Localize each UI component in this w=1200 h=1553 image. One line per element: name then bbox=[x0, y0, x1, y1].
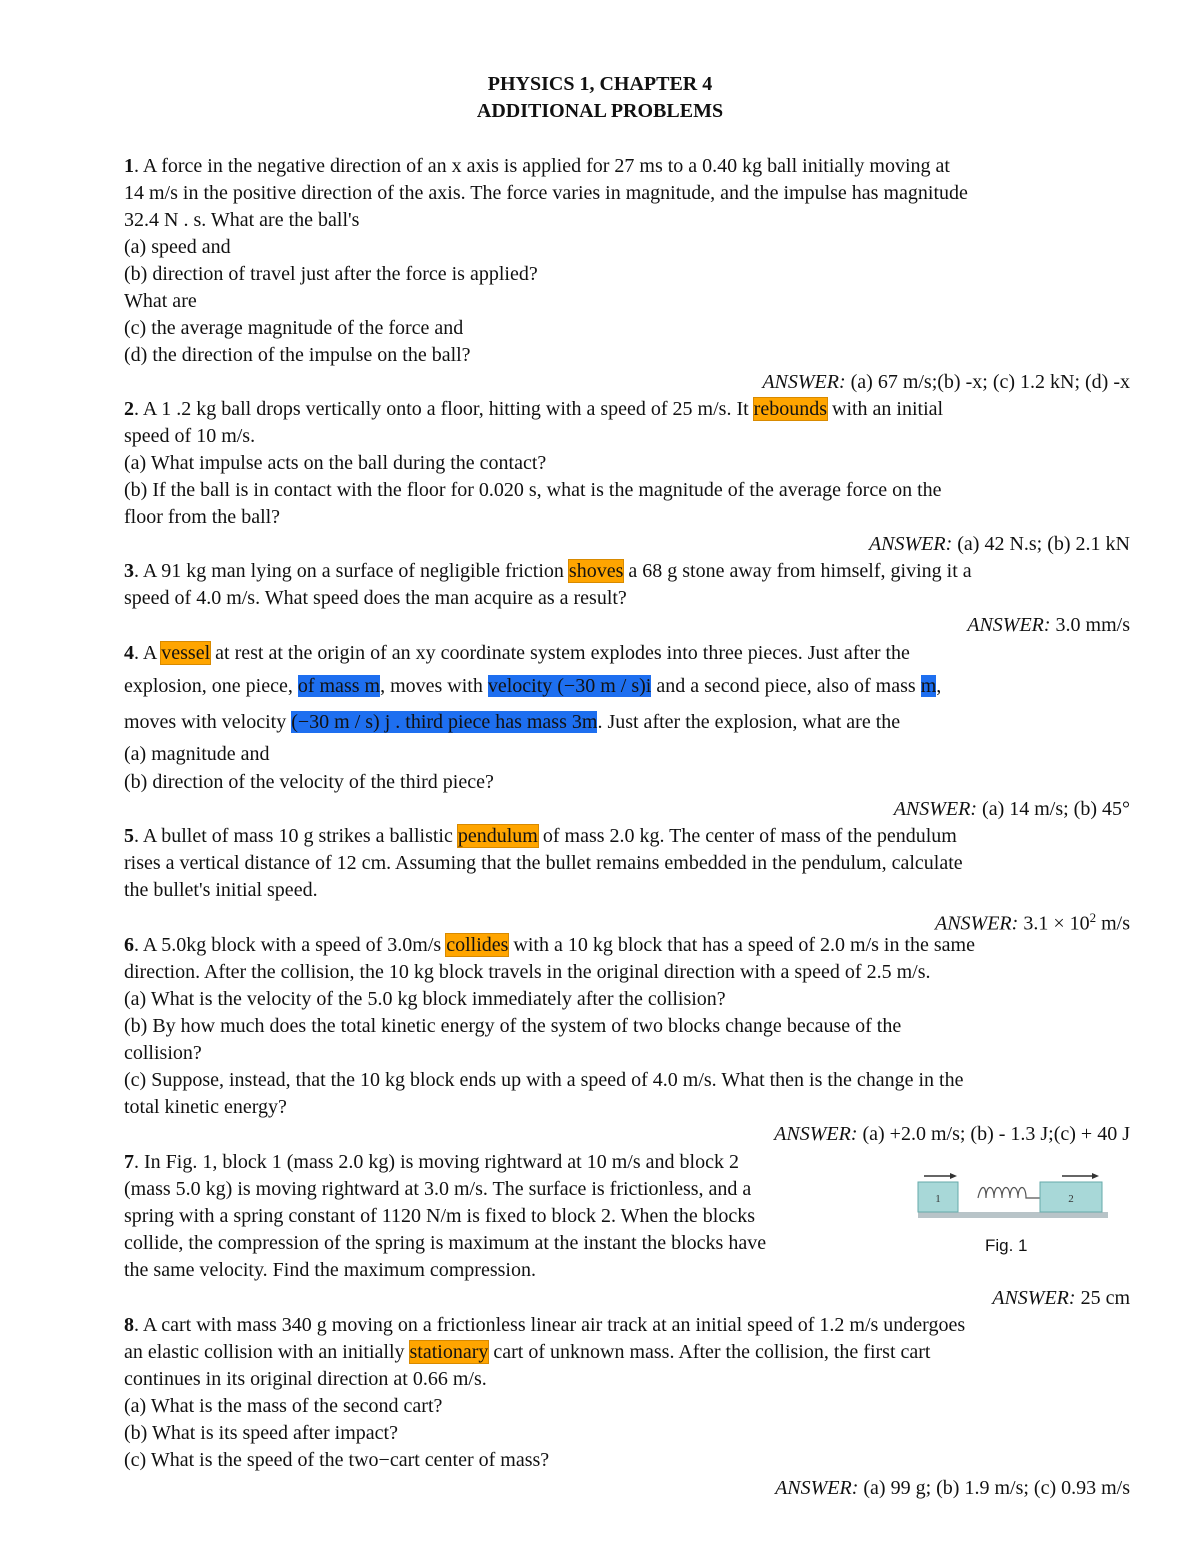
problem-5-line: 5. A bullet of mass 10 g strikes a ballistic pendulum of mass 2.0 kg. The center of mass of the pendulum bbox=[124, 825, 957, 847]
problem-6-line: 6. A 5.0kg block with a speed of 3.0m/s collides with a 10 kg block that has a speed of 2.0 m/s in the same bbox=[124, 934, 975, 956]
problem-2-number: 2 bbox=[124, 398, 134, 420]
highlighted-term: pendulum bbox=[457, 825, 538, 847]
problem-7-number: 7 bbox=[124, 1151, 134, 1173]
block-2-label: 2 bbox=[1068, 1193, 1074, 1205]
problem-4-number: 4 bbox=[124, 642, 134, 664]
problem-6-number: 6 bbox=[124, 934, 134, 956]
problem-2-answer: ANSWER: (a) 42 N.s; (b) 2.1 kN bbox=[868, 533, 1130, 555]
highlighted-term: velocity (−30 m / s)i bbox=[487, 675, 652, 697]
highlighted-term: of mass m bbox=[297, 675, 381, 697]
problem-5-line: rises a vertical distance of 12 cm. Assuming that the bullet remains embedded in the pendulum, calculate bbox=[124, 852, 963, 874]
problem-7-line: (mass 5.0 kg) is moving rightward at 3.0 m/s. The surface is frictionless, and a bbox=[124, 1178, 752, 1200]
highlighted-term: collides bbox=[446, 934, 509, 956]
problem-5-number: 5 bbox=[124, 825, 134, 847]
arrow-head-icon bbox=[1092, 1173, 1099, 1179]
problem-8-number: 8 bbox=[124, 1314, 134, 1336]
problem-4-answer: ANSWER: (a) 14 m/s; (b) 45° bbox=[893, 798, 1130, 820]
problem-2-line: floor from the ball? bbox=[124, 506, 281, 528]
problem-4-line: moves with velocity (−30 m / s) j . third piece has mass 3m. Just after the explosion, what are the bbox=[124, 711, 901, 733]
highlighted-term: m bbox=[920, 675, 937, 697]
problem-4-line: 4. A vessel at rest at the origin of an xy coordinate system explodes into three pieces. Just after the bbox=[124, 642, 910, 664]
problem-7-line: collide, the compression of the spring is maximum at the instant the blocks have bbox=[124, 1232, 767, 1254]
problem-3-number: 3 bbox=[124, 560, 134, 582]
problem-7-line: 7. In Fig. 1, block 1 (mass 2.0 kg) is moving rightward at 10 m/s and block 2 bbox=[124, 1151, 739, 1173]
problem-5-line: the bullet's initial speed. bbox=[124, 879, 318, 901]
problem-8-line: an elastic collision with an initially stationary cart of unknown mass. After the collision, the first cart bbox=[124, 1341, 931, 1363]
problem-1-line: (d) the direction of the impulse on the ball? bbox=[124, 344, 471, 366]
page-title: PHYSICS 1, CHAPTER 4 bbox=[487, 73, 713, 95]
problem-8-line: (a) What is the mass of the second cart? bbox=[124, 1395, 443, 1417]
problem-6-line: collision? bbox=[124, 1042, 202, 1064]
track-surface bbox=[918, 1212, 1108, 1218]
problem-5-answer: ANSWER: $3.1 \times 10^2$ m/s bbox=[935, 910, 1130, 935]
problem-8-line: continues in its original direction at 0.66 m/s. bbox=[124, 1368, 487, 1390]
problem-3-line: 3. A 91 kg man lying on a surface of negligible friction shoves a 68 g stone away from himself, giving it a bbox=[124, 560, 972, 582]
problem-8-line: (c) What is the speed of the two−cart center of mass? bbox=[124, 1449, 550, 1471]
problem-6-line: (c) Suppose, instead, that the 10 kg block ends up with a speed of 4.0 m/s. What then is the change in the bbox=[124, 1069, 964, 1091]
problem-6-line: total kinetic energy? bbox=[124, 1096, 287, 1118]
problem-2-line: (b) If the ball is in contact with the floor for 0.020 s, what is the magnitude of the average force on the bbox=[124, 479, 942, 501]
highlighted-term: shoves bbox=[568, 560, 624, 582]
problem-4-line: (b) direction of the velocity of the third piece? bbox=[124, 771, 494, 793]
problem-4-line: explosion, one piece, of mass m, moves with velocity (−30 m / s)i and a second piece, also of mass m, bbox=[124, 675, 942, 697]
problem-1-line: (c) the average magnitude of the force and bbox=[124, 317, 464, 339]
problem-3-line: speed of 4.0 m/s. What speed does the man acquire as a result? bbox=[124, 587, 627, 609]
problem-1-line: What are bbox=[124, 290, 197, 312]
problem-8-line: (b) What is its speed after impact? bbox=[124, 1422, 398, 1444]
problem-1-answer: ANSWER: (a) 67 m/s;(b) -x; (c) 1.2 kN; (d) -x bbox=[762, 371, 1130, 393]
problem-6-answer: ANSWER: (a) +2.0 m/s; (b) - 1.3 J;(c) + 40 J bbox=[774, 1123, 1130, 1145]
problem-1-line: (a) speed and bbox=[124, 236, 231, 258]
problem-1-line: (b) direction of travel just after the force is applied? bbox=[124, 263, 538, 285]
problem-3-answer: ANSWER: 3.0 mm/s bbox=[967, 614, 1130, 636]
problem-8-line: 8. A cart with mass 340 g moving on a frictionless linear air track at an initial speed of 1.2 m/s undergoes bbox=[124, 1314, 966, 1336]
problem-1-line: 1. A force in the negative direction of an x axis is applied for 27 ms to a 0.40 kg ball initially moving at bbox=[124, 155, 950, 177]
problem-7-answer: ANSWER: 25 cm bbox=[992, 1287, 1130, 1309]
problem-7-line: the same velocity. Find the maximum compression. bbox=[124, 1259, 536, 1281]
problem-1-number: 1 bbox=[124, 155, 134, 177]
problem-6-line: direction. After the collision, the 10 kg block travels in the original direction with a speed of 2.5 m/s. bbox=[124, 961, 931, 983]
figure-caption: Fig. 1 bbox=[985, 1236, 1028, 1255]
highlighted-term: vessel bbox=[161, 642, 211, 664]
problem-2-line: 2. A 1 .2 kg ball drops vertically onto a floor, hitting with a speed of 25 m/s. It rebounds with an initial bbox=[124, 398, 944, 420]
spring-icon bbox=[978, 1188, 1040, 1199]
block-1-label: 1 bbox=[935, 1193, 941, 1205]
problem-6-line: (b) By how much does the total kinetic energy of the system of two blocks change because of the bbox=[124, 1015, 902, 1037]
problem-7-line: spring with a spring constant of 1120 N/m is fixed to block 2. When the blocks bbox=[124, 1205, 756, 1227]
problem-1-line: 14 m/s in the positive direction of the axis. The force varies in magnitude, and the impulse has magnitude bbox=[124, 182, 968, 204]
highlighted-term: (−30 m / s) j . third piece has mass 3m bbox=[291, 711, 598, 733]
problem-2-line: (a) What impulse acts on the ball during the contact? bbox=[124, 452, 547, 474]
arrow-head-icon bbox=[950, 1173, 957, 1179]
highlighted-term: stationary bbox=[409, 1341, 489, 1363]
problem-2-line: speed of 10 m/s. bbox=[124, 425, 256, 447]
page-subtitle: ADDITIONAL PROBLEMS bbox=[476, 100, 724, 122]
problem-4-line: (a) magnitude and bbox=[124, 743, 270, 765]
problem-8-answer: ANSWER: (a) 99 g; (b) 1.9 m/s; (c) 0.93 m/s bbox=[775, 1477, 1130, 1499]
problem-6-line: (a) What is the velocity of the 5.0 kg block immediately after the collision? bbox=[124, 988, 726, 1010]
highlighted-term: rebounds bbox=[753, 398, 827, 420]
problem-1-line: 32.4 N . s. What are the ball's bbox=[124, 209, 360, 231]
